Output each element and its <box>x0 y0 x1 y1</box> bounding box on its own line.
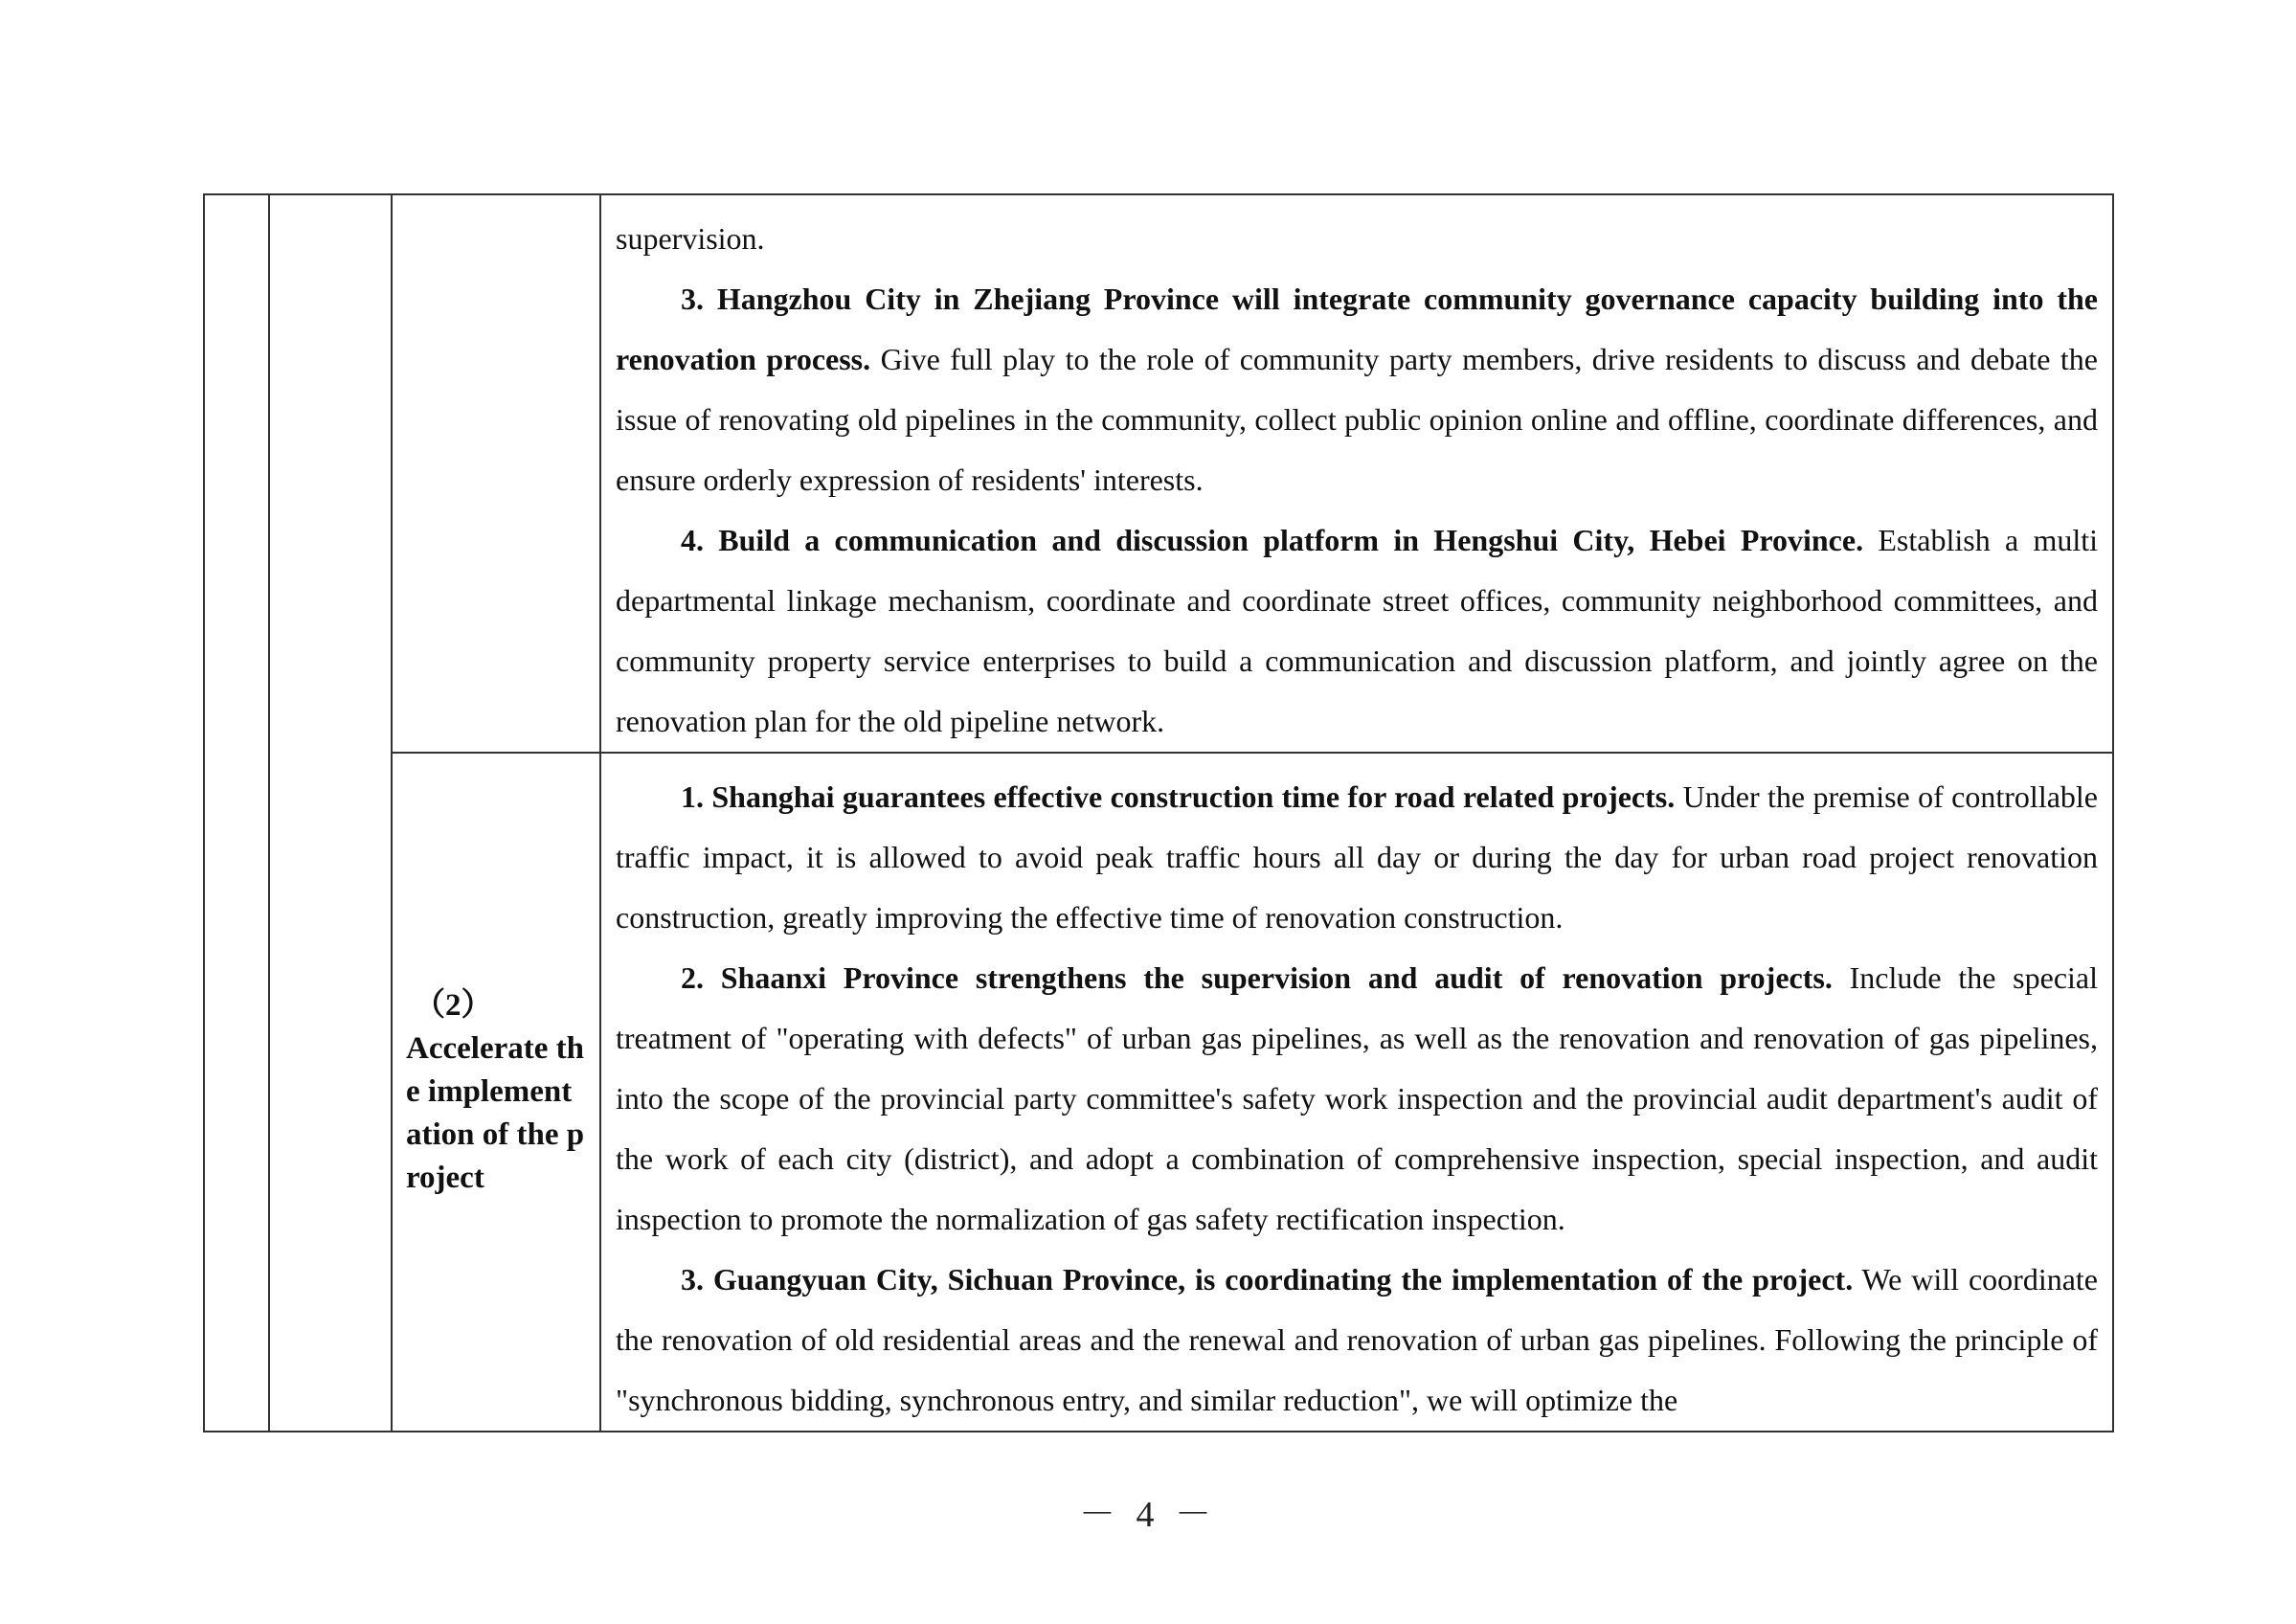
table-row <box>204 194 2113 753</box>
paragraph-shaanxi: 2. Shaanxi Province strengthens the supervision and audit of renovation projects. Include the special treatment of "operating with defects" of urban gas pipelines, as well as the renovation and renovation of gas pipelines, into the scope of the provincial party committee's safety work inspection and the provincial audit department's audit of the work of each city (district), and adopt a combination of comprehensive inspection, special inspection, and audit inspection to promote the normalization of gas safety rectification inspection. <box>616 960 2099 1236</box>
paragraph-hangzhou: 3. Hangzhou City in Zhejiang Province will integrate community governance capacity building into the renovation process. Give full play to the role of community party members, drive residents to discuss and debate the issue of renovating old pipelines in the community, collect public opinion online and offline, coordinate differences, and ensure orderly expression of residents' interests. <box>616 282 2099 497</box>
table-cell-category <box>269 194 392 1432</box>
table-cell-index <box>204 194 269 1432</box>
paragraph-shanghai: 1. Shanghai guarantees effective construction time for road related projects. Under the premise of controllable traffic impact, it is allowed to avoid peak traffic hours all day or during the day for urban road project renovation construction, greatly improving the effective time of renovation construction. <box>616 779 2099 935</box>
section-title: Accelerate the implementation of the project <box>406 1031 585 1195</box>
policy-table <box>203 193 2114 1432</box>
table-row <box>204 753 2113 1432</box>
table-cell-content-1 <box>600 194 2113 753</box>
paragraph-guangyuan: 3. Guangyuan City, Sichuan Province, is coordinating the implementation of the project. We will coordinate the renovation of old residential areas and the renewal and renovation of urban gas pipelines. Following the principle of "synchronous bidding, synchronous entry, and similar reduction", we will optimize the <box>616 1262 2099 1417</box>
table-cell-label-empty <box>392 194 600 753</box>
paragraph-continuation: supervision. <box>616 221 765 256</box>
table-cell-content-2 <box>600 753 2113 1432</box>
page-number: － 4 － <box>1078 1495 1217 1535</box>
section-number: （2） <box>414 988 493 1023</box>
table-cell-label <box>392 753 600 1432</box>
paragraph-hengshui: 4. Build a communication and discussion platform in Hengshui City, Hebei Province. Establish a multi departmental linkage mechanism, coordinate and coordinate street offices, community neighborhood committees, and community property service enterprises to build a communication and discussion platform, and jointly agree on the renovation plan for the old pipeline network. <box>616 523 2099 738</box>
